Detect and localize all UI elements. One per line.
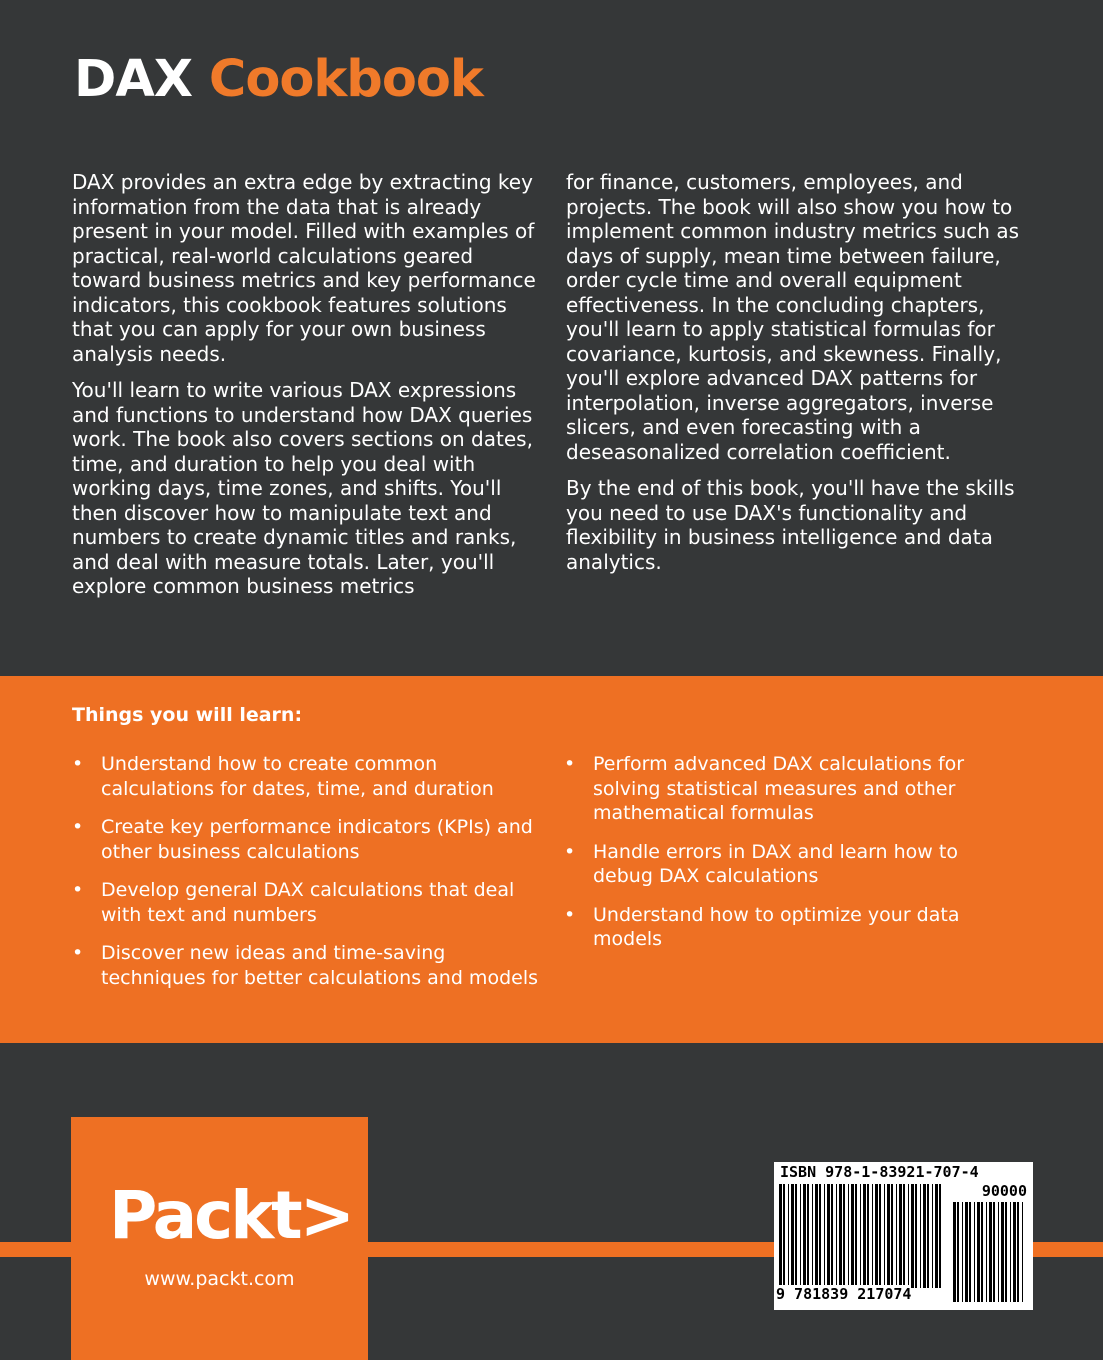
description-paragraph: DAX provides an extra edge by extracting key information from the data that is already present in your model. Filled with examples of practical, real-world calculations geared toward business metrics and key performance indicators, this cookbook features solutions that you can apply for your own business analysis needs. (72, 170, 536, 366)
barcode-bar (779, 1184, 782, 1288)
barcode-bar (800, 1184, 801, 1288)
barcode-bar (891, 1184, 893, 1288)
barcode-bar (1005, 1202, 1007, 1302)
bullet-icon: • (564, 840, 576, 863)
bullet-icon: • (72, 942, 84, 964)
barcode-bar (839, 1184, 842, 1288)
learn-bullet-item (72, 941, 542, 990)
learn-list-left (72, 752, 542, 1004)
barcode-bar (1017, 1202, 1019, 1302)
barcode-bar (867, 1184, 869, 1288)
book-title-word-2: Cookbook (208, 50, 483, 109)
packt-logo: Packt> (109, 1177, 353, 1254)
description-right-column (566, 170, 1036, 586)
barcode-addon-bars (952, 1202, 1027, 1302)
barcode-bar (1013, 1202, 1016, 1302)
description-paragraph: You'll learn to write various DAX expressions and functions to understand how DAX queries work. The book also covers sections on dates, time, and duration to help you deal with working days, time zones, and shifts. You'll then discover how to manipulate text and numbers to create dynamic titles and ranks, and deal with measure totals. Later, you'll explore common business metrics (72, 378, 533, 598)
barcode-bar (884, 1184, 885, 1288)
description-left-column (72, 170, 542, 611)
description-paragraph: By the end of this book, you'll have the skills you need to use DAX's functionality and flexibility in business intelligence and data analytics. (566, 476, 1015, 574)
bullet-icon: • (72, 879, 84, 901)
barcode-bar (795, 1184, 797, 1288)
barcode-bar (1022, 1202, 1023, 1302)
bullet-icon: • (72, 753, 84, 775)
barcode-bar (953, 1202, 956, 1302)
learn-bullet-item (564, 903, 1004, 952)
learn-bullet-item (564, 752, 1004, 826)
barcode-bar (788, 1184, 789, 1288)
isbn-barcode (774, 1162, 1033, 1310)
barcode-bar (803, 1184, 806, 1288)
barcode-main-bars (778, 1184, 944, 1288)
barcode-bar (827, 1184, 830, 1288)
barcode-bar (831, 1184, 833, 1288)
barcode-bar (974, 1202, 975, 1302)
things-you-will-learn-panel (0, 676, 1103, 1043)
barcode-bar (863, 1184, 866, 1288)
barcode-bar (962, 1202, 963, 1302)
isbn-label: ISBN 978-1-83921-707-4 (780, 1163, 979, 1181)
barcode-bar (935, 1184, 938, 1288)
barcode-bar (855, 1184, 857, 1288)
barcode-bar (824, 1184, 825, 1288)
barcode-bar (915, 1184, 917, 1288)
barcode-bar (812, 1184, 813, 1288)
barcode-bar (887, 1184, 890, 1288)
barcode-bar (908, 1184, 909, 1288)
learn-bullet-text: Understand how to create common calculations for dates, time, and duration (101, 753, 494, 800)
learn-heading: Things you will learn: (72, 704, 303, 726)
barcode-bar (896, 1184, 897, 1288)
barcode-bar (911, 1184, 914, 1288)
barcode-bar (977, 1202, 980, 1302)
barcode-bar (1010, 1202, 1011, 1302)
barcode-bar (872, 1184, 873, 1288)
barcode-bar (783, 1184, 785, 1288)
bullet-icon: • (564, 753, 576, 775)
price-code-label: 90000 (981, 1182, 1027, 1200)
learn-bullet-item (72, 752, 542, 801)
learn-bullet-text: Create key performance indicators (KPIs) and other business calculations (101, 816, 533, 863)
bullet-icon: • (564, 903, 576, 926)
barcode-bar (851, 1184, 854, 1288)
barcode-bar (875, 1184, 878, 1288)
barcode-bar (903, 1184, 905, 1288)
bullet-icon: • (72, 816, 84, 838)
barcode-bar (848, 1184, 849, 1288)
learn-bullet-text: Develop general DAX calculations that deal with text and numbers (101, 879, 515, 926)
barcode-bar (969, 1202, 971, 1302)
learn-bullet-text: Discover new ideas and time-saving techniques for better calculations and models (101, 942, 538, 989)
ean-number-label: 9 781839 217074 (776, 1285, 912, 1303)
barcode-bar (957, 1202, 959, 1302)
learn-list-right (564, 752, 1004, 966)
barcode-bar (986, 1202, 987, 1302)
barcode-bar (923, 1184, 926, 1288)
barcode-bar (843, 1184, 845, 1288)
barcode-bar (899, 1184, 902, 1288)
barcode-bar (836, 1184, 837, 1288)
barcode-bar (879, 1184, 881, 1288)
publisher-logo-box (71, 1117, 368, 1360)
barcode-bar (815, 1184, 818, 1288)
barcode-bar (807, 1184, 809, 1288)
learn-bullet-item (72, 815, 542, 864)
description-paragraph: for finance, customers, employees, and projects. The book will also show you how to implement common industry metrics such as days of supply, mean time between failure, order cycle time and overall equipment effectiveness. In the concluding chapters, you'll learn to apply statistical formulas for covariance, kurtosis, and skewness. Finally, you'll explore advanced DAX patterns for interpolation, inverse aggregators, inverse slicers, and even forecasting with a deseasonalized correlation coefficient. (566, 170, 1019, 464)
barcode-bar (965, 1202, 968, 1302)
book-title-word-1: DAX (74, 50, 193, 109)
barcode-bar (1001, 1202, 1004, 1302)
barcode-bar (927, 1184, 929, 1288)
barcode-bar (819, 1184, 821, 1288)
barcode-bar (932, 1184, 933, 1288)
learn-bullet-text: Perform advanced DAX calculations for solving statistical measures and other mathematical formulas (593, 753, 965, 824)
learn-bullet-item (72, 878, 542, 927)
learn-bullet-item (564, 840, 1004, 889)
learn-bullet-text: Handle errors in DAX and learn how to debug DAX calculations (593, 840, 958, 887)
book-title (74, 50, 483, 109)
barcode-bar (981, 1202, 983, 1302)
barcode-bar (989, 1202, 992, 1302)
barcode-bar (993, 1202, 995, 1302)
publisher-url[interactable]: www.packt.com (144, 1268, 295, 1290)
barcode-bar (860, 1184, 861, 1288)
barcode-bar (939, 1184, 941, 1288)
barcode-bar (998, 1202, 999, 1302)
barcode-bar (920, 1184, 921, 1288)
learn-bullet-text: Understand how to optimize your data models (593, 903, 960, 950)
barcode-bar (791, 1184, 794, 1288)
